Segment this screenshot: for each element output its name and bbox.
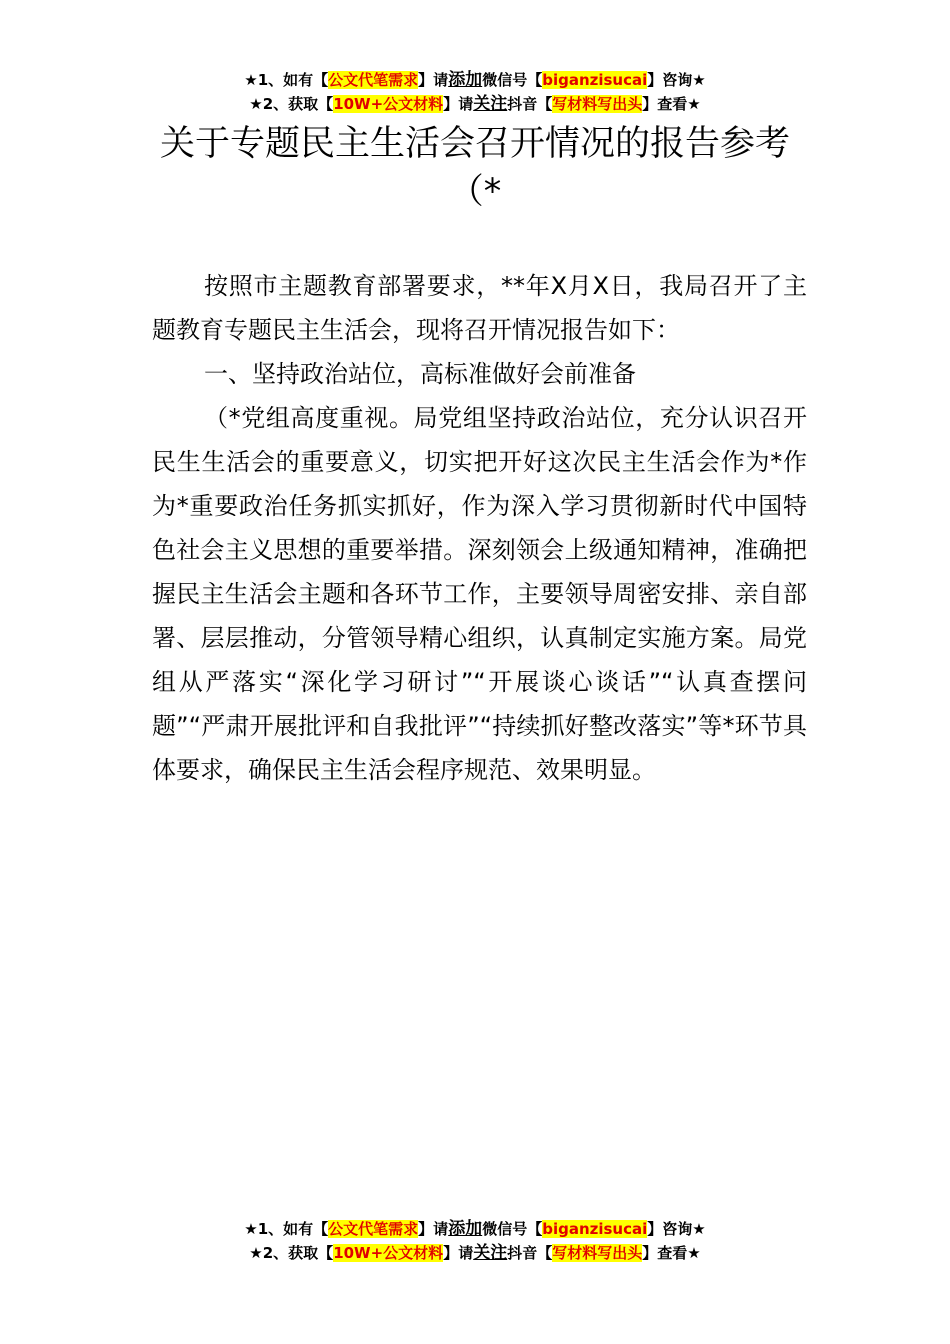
promo-text: 微信号【 — [482, 71, 543, 89]
promo-underlined: 关注 — [473, 1243, 508, 1263]
promo-line-1 — [0, 68, 950, 92]
promo-line-2 — [0, 1241, 950, 1265]
promo-header — [0, 68, 950, 116]
promo-footer — [0, 1217, 950, 1265]
promo-line-1 — [0, 1217, 950, 1241]
promo-underlined: 添加 — [448, 1219, 483, 1239]
intro-paragraph: 按照市主题教育部署要求，**年X月X日，我局召开了主题教育专题民主生活会，现将召开情况报告如下： — [152, 272, 807, 344]
promo-text: 微信号【 — [482, 1220, 543, 1238]
promo-text: 】请 — [418, 1220, 449, 1238]
promo-highlight: 10W+公文材料 — [333, 95, 444, 113]
promo-highlight: 写材料写出头 — [552, 95, 643, 113]
promo-underlined: 添加 — [448, 70, 483, 90]
document-title — [0, 120, 950, 216]
section-heading: 一、坚持政治站位，高标准做好会前准备 — [204, 360, 636, 388]
body-paragraph: （*党组高度重视。局党组坚持政治站位，充分认识召开民生生活会的重要意义，切实把开好这次民主生活会作为*作为*重要政治任务抓实抓好，作为深入学习贯彻新时代中国特色社会主义思想的重要举措。深刻领会上级通知精神，准确把握民主生活会主题和各环节工作，主要领导周密安排、亲自部署、层层推动，分管领导精心组织，认真制定实施方案。局党组从严落实“深化学习研讨”“开展谈心谈话”“认真查摆问题”“严肃开展批评和自我批评”“持续抓好整改落实”等*环节具体要求，确保民主生活会程序规范、效果明显。 — [152, 404, 807, 784]
promo-highlight: biganzisucai — [542, 71, 648, 89]
promo-text: 】请 — [443, 95, 474, 113]
promo-text: 】请 — [443, 1244, 474, 1262]
document-body — [152, 264, 807, 792]
promo-text: ★2、获取【 — [249, 1244, 334, 1262]
promo-underlined: 关注 — [473, 94, 508, 114]
promo-highlight: 公文代笔需求 — [328, 71, 419, 89]
title-line-2: （* — [448, 172, 502, 212]
promo-text: 抖音【 — [507, 1244, 553, 1262]
promo-text: 抖音【 — [507, 95, 553, 113]
promo-highlight: 公文代笔需求 — [328, 1220, 419, 1238]
promo-text: ★1、如有【 — [244, 1220, 329, 1238]
promo-text: 】查看★ — [642, 95, 701, 113]
promo-text: 】咨询★ — [647, 1220, 706, 1238]
promo-line-2 — [0, 92, 950, 116]
promo-text: 】咨询★ — [647, 71, 706, 89]
promo-text: 】请 — [418, 71, 449, 89]
promo-highlight: 10W+公文材料 — [333, 1244, 444, 1262]
title-line-1: 关于专题民主生活会召开情况的报告参考 — [159, 124, 790, 164]
promo-highlight: biganzisucai — [542, 1220, 648, 1238]
promo-text: ★2、获取【 — [249, 95, 334, 113]
promo-text: 】查看★ — [642, 1244, 701, 1262]
promo-text: ★1、如有【 — [244, 71, 329, 89]
promo-highlight: 写材料写出头 — [552, 1244, 643, 1262]
